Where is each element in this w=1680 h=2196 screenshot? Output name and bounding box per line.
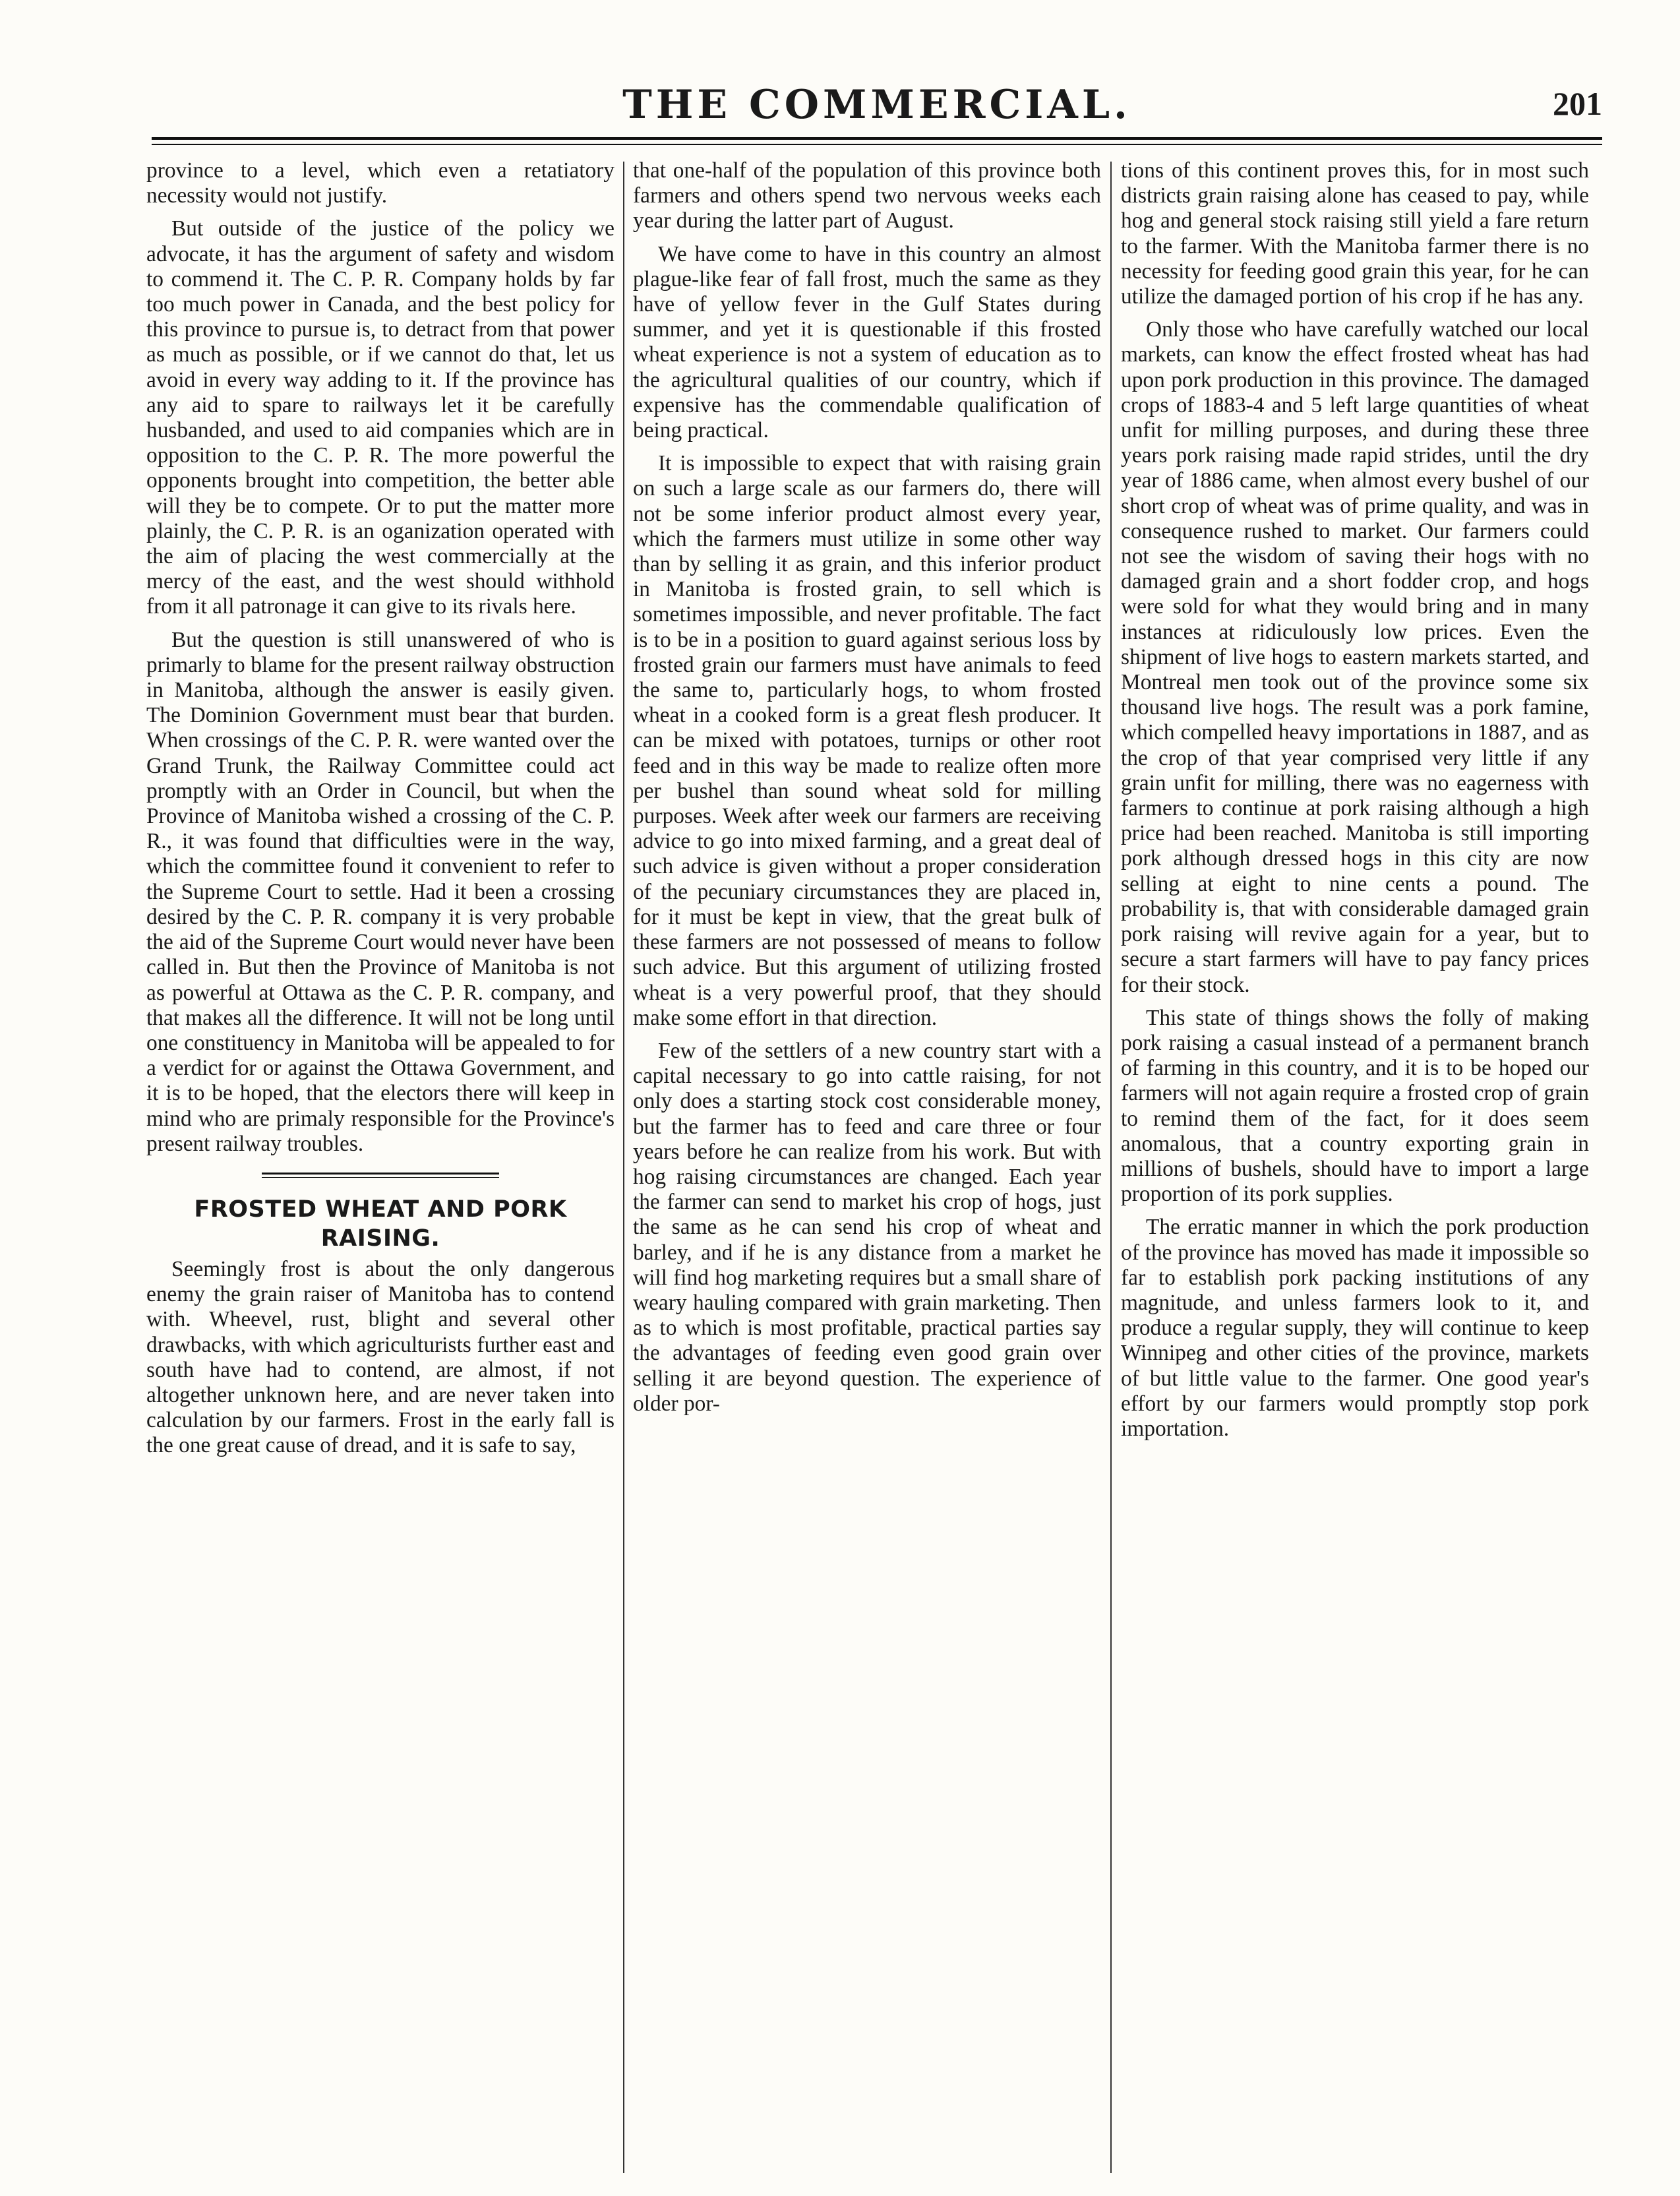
- paragraph: that one-half of the population of this province both farmers and others spend two nervous weeks each year during the latter part of August.: [633, 158, 1101, 233]
- article-heading: FROSTED WHEAT AND PORK RAISING.: [194, 1196, 567, 1252]
- column-2: [633, 158, 1101, 2170]
- column-3: [1121, 158, 1589, 2170]
- paragraph: It is impossible to expect that with raising grain on such a large scale as our farmers do, there will not be some inferior product almost every year, which the farmers must utilize in some other way than by selling it as grain, and this inferior product in Manitoba is frosted grain, to sell which is sometimes impossible, and never profitable. The fact is to be in a position to guard against serious loss by frosted grain our farmers must have animals to feed the same to, particularly hogs, to whom frosted wheat in a cooked form is a great flesh producer. It can be mixed with potatoes, turnips or other root feed and in this way be made to realize often more per bushel than sound wheat sold for milling purposes. Week after week our farmers are receiving advice to go into mixed farming, and a great deal of such advice is given without a proper consideration of the pecuniary circumstances they are placed in, for it must be kept in view, that the great bulk of these farmers are not possessed of means to follow such advice. But this argument of utilizing frosted wheat is a very powerful proof, that they should make some effort in that direction.: [633, 451, 1101, 1030]
- header-rule: [152, 137, 1602, 140]
- column-divider: [1110, 162, 1112, 2173]
- column-divider: [623, 162, 624, 2173]
- paragraph: Seemingly frost is about the only dangerous enemy the grain raiser of Manitoba has to contend with. Wheevel, rust, blight and several other drawbacks, with which agriculturists further east and south have had to contend, are almost, if not altogether unknown here, and are never taken into calculation by our farmers. Frost in the early fall is the one great cause of dread, and it is safe to say,: [146, 1256, 615, 1458]
- paragraph: Few of the settlers of a new country start with a capital necessary to go into cattle raising, for not only does a starting stock cost considerable money, but the farmer has to feed and care three or four years before he can realize from his work. But with hog raising circumstances are changed. Each year the farmer can send to market his crop of hogs, just the same as he can send his crop of wheat and barley, and if he is any distance from a market he will find hog marketing requires but a small share of weary hauling compared with grain marketing. Then as to which is most profitable, practical parties say the advantages of feeding even good grain over selling it are beyond question. The experience of older por-: [633, 1038, 1101, 1416]
- newspaper-title: THE COMMERCIAL.: [622, 82, 1131, 128]
- paragraph: We have come to have in this country an almost plague-like fear of fall frost, much the same as they have of yellow fever in the Gulf States during summer, and yet it is questionable if this frosted wheat experience is not a system of education as to the agricultural qualities of our country, which if expensive has the commendable qualification of being practical.: [633, 241, 1101, 443]
- paragraph: tions of this continent proves this, for in most such districts grain raising alone has ceased to pay, while hog and general stock raising still yield a fare return to the farmer. With the Manitoba farmer there is no necessity for feeding good grain this year, for he can utilize the damaged portion of his crop if he has any.: [1121, 158, 1589, 309]
- paragraph: Only those who have carefully watched our local markets, can know the effect frosted wheat has had upon pork production in this province. The damaged crops of 1883-4 and 5 left large quantities of wheat unfit for milling purposes, and during these three years pork raising made rapid strides, until the dry year of 1886 came, when almost every bushel of our short crop of wheat was of prime quality, and was in consequence rushed to market. Our farmers could not see the wisdom of saving their hogs with no damaged grain and a short fodder crop, and hogs were sold for what they would bring and in many instances at ridiculously low prices. Even the shipment of live hogs to eastern markets started, and Montreal men took out of the province some six thousand live hogs. The result was a pork famine, which compelled heavy importations in 1887, and as the crop of that year comprised very little if any grain unfit for milling, there was no eagerness with farmers to continue at pork raising although a high price had been reached. Manitoba is still importing pork although dressed hogs in this city are now selling at eight to nine cents a pound. The probability is, that with considerable damaged grain pork raising will revive again for a year, but to secure a start farmers will have to pay fancy prices for their stock.: [1121, 317, 1589, 997]
- page-number: 201: [1553, 85, 1602, 122]
- paragraph: This state of things shows the folly of making pork raising a casual instead of a permanent branch of farming in this country, and it is to be hoped our farmers will not again require a frosted crop of grain to remind them of the fact, for it does seem anomalous, that a country exporting grain in millions of bushels, should have to import a large proportion of its pork supplies.: [1121, 1005, 1589, 1207]
- header-rule-thin: [152, 144, 1602, 145]
- column-1: [146, 158, 615, 2170]
- paragraph: But outside of the justice of the policy we advocate, it has the argument of safety and wisdom to commend it. The C. P. R. Company holds by far too much power in Canada, and the best policy for this province to pursue is, to detract from that power as much as possible, or if we cannot do that, let us avoid in every way adding to it. If the province has any aid to spare to railways let it be carefully husbanded, and used to aid companies which are in opposition to the C. P. R. The more powerful the opponents brought into competition, the better able will they be to compete. Or to put the matter more plainly, the C. P. R. is an oganization operated with the aim of placing the west commercially at the mercy of the east, and the west should withhold from it all patronage it can give to its rivals here.: [146, 216, 615, 619]
- masthead: [152, 78, 1602, 131]
- section-divider: [262, 1173, 499, 1178]
- paragraph: But the question is still unanswered of who is primarly to blame for the present railway obstruction in Manitoba, although the answer is easily given. The Dominion Government must bear that burden. When crossings of the C. P. R. were wanted over the Grand Trunk, the Railway Committee could act promptly with an Order in Council, but when the Province of Manitoba wished a crossing of the C. P. R., it was found that difficulties were in the way, which the committee found it convenient to refer to the Supreme Court to settle. Had it been a crossing desired by the C. P. R. company it is very probable the aid of the Supreme Court would never have been called in. But then the Province of Manitoba is not as powerful at Ottawa as the C. P. R. company, and that makes all the difference. It will not be long until one constituency in Manitoba will be appealed to for a verdict for or against the Ottawa Government, and it is to be hoped, that the electors there will keep in mind who are primaly responsible for the Province's present railway troubles.: [146, 627, 615, 1156]
- paragraph: province to a level, which even a retatiatory necessity would not justify.: [146, 158, 615, 208]
- paragraph: The erratic manner in which the pork production of the province has moved has made it impossible so far to establish pork packing institutions of any magnitude, and unless farmers look to it, and produce a regular supply, they will continue to keep Winnipeg and other cities of the province, markets of but little value to the farmer. One good year's effort by our farmers would promptly stop pork importation.: [1121, 1215, 1589, 1441]
